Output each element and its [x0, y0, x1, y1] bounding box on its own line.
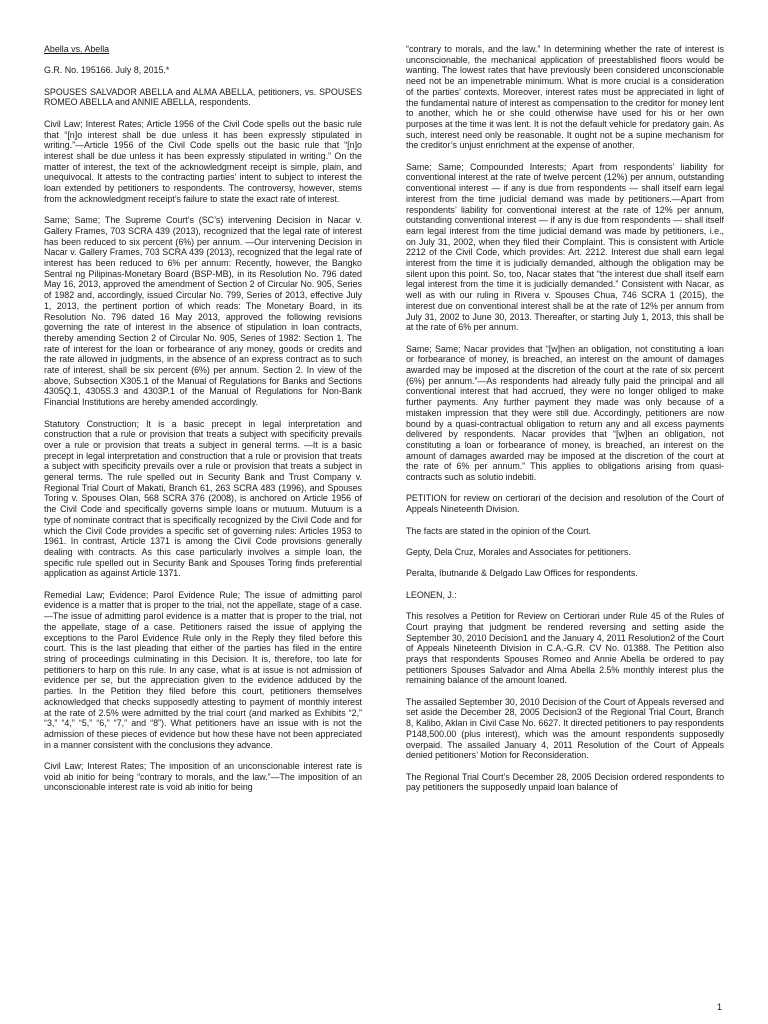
paragraph: Same; Same; Nacar provides that “[w]hen an obligation, not constituting a loan or forbearance of money, is breached, an interest on the amount of damages awarded may be imposed at the discretion of the court at the rate of six percent (6%) per annum.”—As respondents had already fully paid the principal and all conventional interest that had accrued, they were no longer obliged to make further payments. Any further payment they made was only because of a mistaken impression that they were still due. Accordingly, petitioners are now bound by a quasi-contractual obligation to return any and all excess payments delivered by respondents. Nacar provides that “[w]hen an obligation, not constituting a loan or forbearance of money, is breached, an interest on the amount of damages awarded may be imposed at the discretion of the court at the rate of 6% per annum.” This applies to obligations arising from quasi-contracts such as solutio indebiti. [406, 343, 724, 483]
paragraph: “contrary to morals, and the law.” In determining whether the rate of interest is unconscionable, the mechanical application of preestablished floors would be wanting. The lowest rates that have previously been considered unconscionable need not be an impenetrable minimum. What is more crucial is a consideration of the parties’ contexts. Moreover, interest rates must be appreciated in light of the fundamental nature of interest as compensation to the creditor for money lent to another, which he or she could otherwise have used for his or her own purposes at the time it was lent. It is not the default vehicle for predatory gain. As such, interest need only be reasonable. It ought not be a supine mechanism for the creditor’s unjust enrichment at the expense of another. [406, 44, 724, 151]
paragraph: The facts are stated in the opinion of the Court. [406, 525, 592, 536]
paragraph: Statutory Construction; It is a basic precept in legal interpretation and construction that a rule or provision that treats a subject with specificity prevails over a rule or provision that treats a subject in general terms. —It is a basic precept in legal interpretation and construction that a rule or provision that treats a subject with specificity prevails over a rule or provision that treats a subject in general terms. The rule spelled out in Security Bank and Trust Company v. Regional Trial Court of Makati, Branch 61, 263 SCRA 483 (1996), and Spouses Toring v. Spouses Olan, 568 SCRA 376 (2008), is anchored on Article 1956 of the Civil Code and specifically governs simple loans or mutuum. Mutuum is a type of nominate contract that is specifically recognized by the Civil Code and for which the Civil Code provides a specific set of governing rules: Articles 1953 to 1961. In contrast, Article 1371 is among the Civil Code provisions generally dealing with contracts. As this case particularly involves a simple loan, the specific rule spelled out in Security Bank and Spouses Toring finds preferential application as against Article 1371. [44, 418, 362, 579]
case-title: Abella vs. Abella [44, 44, 110, 54]
paragraph: The Regional Trial Court’s December 28, 2005 Decision ordered respondents to pay petitioners the supposedly unpaid loan balance of [406, 771, 724, 793]
parties: SPOUSES SALVADOR ABELLA and ALMA ABELLA, petitioners, vs. SPOUSES ROMEO ABELLA and ANNIE ABELLA, respondents. [44, 86, 362, 108]
counsel-petitioners: Gepty, Dela Cruz, Morales and Associates for petitioners. [406, 546, 631, 557]
paragraph: Remedial Law; Evidence; Parol Evidence Rule; The issue of admitting parol evidence is a matter that is proper to the trial, not the appellate, stage of a case.—The issue of admitting parol evidence is a matter that is proper to the trial, not the appellate, stage of a case. Petitioners raised the issue of applying the exceptions to the Parol Evidence Rule only in the Reply they filed before this court. This is the last pleading that either of the parties has filed in the entire string of proceedings culminating in this Decision. It is, therefore, too late for petitioners to harp on this rule. In any case, what is at issue is not admission of evidence per se, but the appreciation given to the evidence adduced by the parties. In the Petition they filed before this court, petitioners themselves acknowledged that checks supposedly attesting to payment of monthly interest at the rate of 2.5% were admitted by the trial court (and marked as Exhibits “2,” “3,” “4,” “5,” “6,” “7,” and “8”). What petitioners have an issue with is not the admission of these pieces of evidence but how these have not been appreciated in a manner consistent with the conclusions they advance. [44, 589, 362, 750]
paragraph: This resolves a Petition for Review on Certiorari under Rule 45 of the Rules of Court praying that judgment be rendered reversing and setting aside the September 30, 2010 Decision1 and the January 4, 2011 Resolution2 of the Court of Appeals Nineteenth Division in C.A.-G.R. CV No. 01388. The Petition also prays that respondents Spouses Romeo and Annie Abella be ordered to pay petitioners Spouses Salvador and Alma Abella 2.5% monthly interest plus the remaining balance of the amount loaned. [406, 611, 724, 686]
ponente: LEONEN, J.: [406, 589, 457, 600]
right-column [406, 44, 724, 804]
paragraph: Civil Law; Interest Rates; Article 1956 of the Civil Code spells out the basic rule that “[n]o interest shall be due unless it has been expressly stipulated in writing.”—Article 1956 of the Civil Code spells out the basic rule that “[n]o interest shall be due unless it has been expressly stipulated in writing.” On the matter of interest, the text of the acknowledgment receipt is simple, plain, and unequivocal. It attests to the contracting parties’ intent to subject to interest the loan extended by petitioners to respondents. The controversy, however, stems from the acknowledgment receipt’s failure to state the exact rate of interest. [44, 118, 362, 204]
paragraph: Same; Same; The Supreme Court’s (SC’s) intervening Decision in Nacar v. Gallery Frames, 703 SCRA 439 (2013), recognized that the legal rate of interest has been reduced to six percent (6%) per annum. —Our intervening Decision in Nacar v. Gallery Frames, 703 SCRA 439 (2013), recognized that the legal rate of interest has been reduced to 6% per annum: Recently, however, the Bangko Sentral ng Pilipinas-Monetary Board (BSP-MB), in its Resolution No. 796 dated May 16, 2013, approved the amendment of Section 2 of Circular No. 905, Series of 1982 and, accordingly, issued Circular No. 799, Series of 2013, effective July 1, 2013, the pertinent portion of which reads: The Monetary Board, in its Resolution No. 796 dated 16 May 2013, approved the following revisions governing the rate of interest in the absence of stipulation in loan contracts, thereby amending Section 2 of Circular No. 905, Series of 1982: Section 1. The rate of interest for the loan or forbearance of any money, goods or credits and the rate allowed in judgments, in the absence of an express contract as to such rate of interest, shall be six percent (6%) per annum. Section 2. In view of the above, Subsection X305.1 of the Manual of Regulations for Banks and Sections 4305Q.1, 4305S.3 and 4303P.1 of the Manual of Regulations for Non-Bank Financial Institutions are hereby amended accordingly. [44, 215, 362, 408]
page-number: 1 [716, 1002, 722, 1012]
left-column [44, 44, 362, 804]
gr-number: G.R. No. 195166. July 8, 2015.* [44, 65, 170, 76]
paragraph: Same; Same; Compounded Interests; Apart from respondents’ liability for conventional interest at the rate of twelve percent (12%) per annum, outstanding conventional interest — if any is due from respondents — shall itself earn legal interest from the time judicial demand was made by petitioners.—Apart from respondents’ liability for conventional interest at the rate of 12% per annum, outstanding conventional interest — if any is due from respondents — shall itself earn legal interest from the time judicial demand was made by petitioners, i.e., on July 31, 2002, when they filed their Complaint. This is consistent with Article 2212 of the Civil Code, which provides: Art. 2212. Interest due shall earn legal interest from the time it is judicially demanded, although the obligation may be silent upon this point. So, too, Nacar states that “the interest due shall itself earn legal interest from the time it is judicially demanded.” Consistent with Nacar, as well as with our ruling in Rivera v. Spouses Chua, 746 SCRA 1 (2015), the interest due on conventional interest shall be at the rate of 12% per annum from July 31, 2002 to June 30, 2013. Thereafter, or starting July 1, 2013, this shall be at the rate of 6% per annum. [406, 161, 724, 333]
paragraph: PETITION for review on certiorari of the decision and resolution of the Court of Appeals Nineteenth Division. [406, 493, 724, 515]
counsel-respondents: Peralta, Ibutnande & Delgado Law Offices for respondents. [406, 568, 638, 579]
paragraph: The assailed September 30, 2010 Decision of the Court of Appeals reversed and set aside the December 28, 2005 Decision3 of the Regional Trial Court, Branch 8, Kalibo, Aklan in Civil Case No. 6627. It directed petitioners to pay respondents P148,500.00 (plus interest), which was the amount respondents supposedly overpaid. The assailed January 4, 2011 Resolution of the Court of Appeals denied petitioners’ Motion for Reconsideration. [406, 696, 724, 761]
paragraph: Civil Law; Interest Rates; The imposition of an unconscionable interest rate is void ab initio for being “contrary to morals, and the law.”—The imposition of an unconscionable interest rate is void ab initio for being [44, 761, 362, 793]
